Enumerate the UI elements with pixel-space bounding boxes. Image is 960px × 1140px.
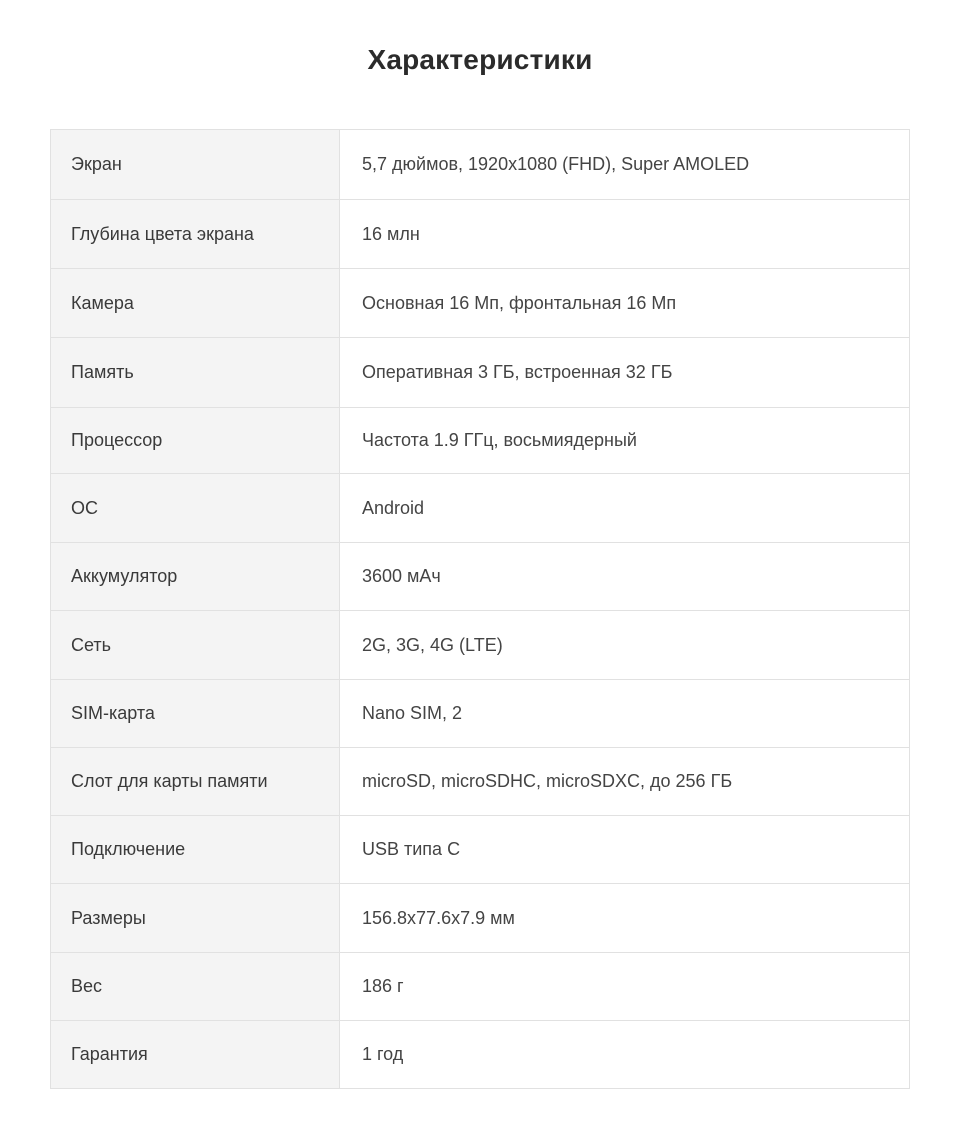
table-row <box>51 337 909 407</box>
spec-name: Процессор <box>51 408 340 473</box>
spec-name: Память <box>51 338 340 407</box>
table-row <box>51 952 909 1020</box>
spec-value: Оперативная 3 ГБ, встроенная 32 ГБ <box>362 362 673 382</box>
table-row <box>51 679 909 747</box>
spec-name: Глубина цвета экрана <box>51 200 340 268</box>
spec-name: Вес <box>51 953 340 1020</box>
table-row <box>51 883 909 952</box>
spec-name: Размеры <box>51 884 340 952</box>
spec-value: Основная 16 Мп, фронтальная 16 Мп <box>362 292 677 313</box>
spec-value: Android <box>362 497 425 518</box>
table-row <box>51 747 909 815</box>
table-row <box>51 473 909 542</box>
spec-value: microSD, microSDHC, microSDXC, до 256 ГБ <box>362 771 733 791</box>
table-row <box>51 199 909 268</box>
spec-name: Слот для карты памяти <box>51 748 340 815</box>
table-row <box>51 815 909 883</box>
spec-name: Подключение <box>51 816 340 883</box>
table-row <box>51 610 909 679</box>
spec-name: Аккумулятор <box>51 543 340 610</box>
spec-value: 156.8x77.6x7.9 мм <box>362 907 515 928</box>
table-row <box>51 542 909 610</box>
spec-value: 1 год <box>362 1044 404 1064</box>
spec-name: Экран <box>51 130 340 199</box>
spec-value: 2G, 3G, 4G (LTE) <box>362 634 503 655</box>
spec-name: Гарантия <box>51 1021 340 1088</box>
spec-value: 3600 мАч <box>362 566 441 586</box>
table-row <box>51 268 909 337</box>
spec-name: SIM-карта <box>51 680 340 747</box>
spec-value: 5,7 дюймов, 1920x1080 (FHD), Super AMOLED <box>362 154 750 174</box>
spec-value: Частота 1.9 ГГц, восьмиядерный <box>362 430 637 450</box>
page-title: Характеристики <box>367 44 593 75</box>
spec-name: ОС <box>51 474 340 542</box>
spec-name: Камера <box>51 269 340 337</box>
spec-value: 186 г <box>362 976 404 996</box>
table-row <box>51 407 909 473</box>
table-row <box>51 130 909 199</box>
spec-value: Nano SIM, 2 <box>362 703 463 723</box>
specs-table <box>50 129 910 1089</box>
spec-value: USB типа C <box>362 839 461 859</box>
table-row <box>51 1020 909 1088</box>
spec-name: Сеть <box>51 611 340 679</box>
spec-value: 16 млн <box>362 223 420 244</box>
